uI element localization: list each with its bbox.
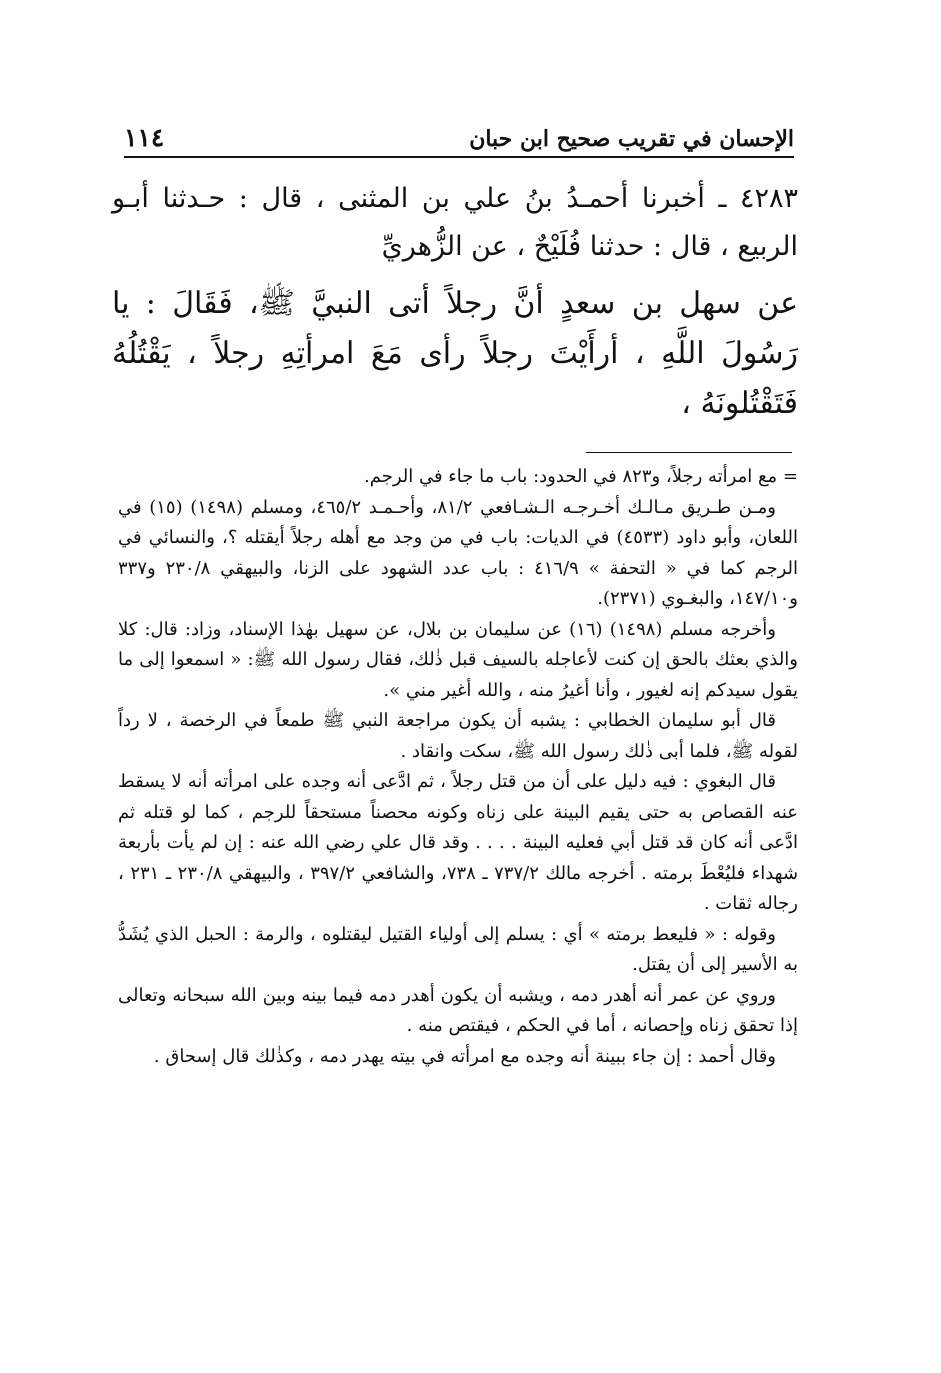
book-title: الإحسان في تقريب صحيح ابن حبان <box>469 126 794 152</box>
header-divider <box>124 156 794 158</box>
footnote-paragraph: وأخرجه مسلم (١٤٩٨) (١٦) عن سليمان بن بلال، عن سهيل بهٰذا الإسناد، وزاد: قال: كلا والذي بعثك بالحق إن كنت لأعاجله بالسيف قبل ذٰلك، فقال رسول الله ﷺ: « اسمعوا إلى ما يقول سيدكم إنه لغيور ، وأنا أغيرُ منه ، والله أغير مني ». <box>118 618 798 701</box>
footnote-paragraph: = مع امرأته رجلاً، و٨٢٣ في الحدود: باب ما جاء في الرجم. <box>364 466 798 487</box>
hadith-text <box>112 175 798 429</box>
footnotes <box>118 462 798 1072</box>
footnote-paragraph: قال البغوي : فيه دليل على أن من قتل رجلاً ، ثم ادَّعى أنه وجده على امرأته أنه لا يسقط عنه القصاص به حتى يقيم البينة على زناه وكونه محصناً مستحقاً للرجم ، كما لو قتله ثم ادَّعى أنه كان قد قتل أبي فعليه البينة . . . . وقد قال علي رضي الله عنه : إن لم يأت بأربعة شهداء فليُعْطَ برمته . أخرجه مالك ٧٣٧/٢ ـ ٧٣٨، والشافعي ٣٩٧/٢ ، والبيهقي ٢٣٠/٨ ـ ٢٣١ ، رجاله ثقات . <box>118 771 799 914</box>
footnote-divider <box>586 452 792 453</box>
hadith-isnad: ٤٢٨٣ ـ أخبرنا أحمـدُ بنُ علي بن المثنى ، قال : حـدثنا أبـو الربيع ، قال : حدثنا فُلَيْحٌ ، عن الزُّهريِّ <box>112 183 798 262</box>
footnote-paragraph: ومـن طـريق مـالـك أخـرجـه الـشـافعي ٨١/٢، وأحـمـد ٤٦٥/٢، ومسلم (١٤٩٨) (١٥) في اللعان، وأبو داود (٤٥٣٣) في الديات: باب في من وجد مع أهله رجلاً أيقتله ؟، والنسائي في الرجم كما في « التحفة » ٤١٦/٩ : باب عدد الشهود على الزنا، والبيهقي ٢٣٠/٨ و٣٣٧ و١٤٧/١٠، والبغـوي (٢٣٧١). <box>118 496 798 609</box>
footnote-paragraph: وقال أحمد : إن جاء ببينة أنه وجده مع امرأته في بيته يهدر دمه ، وكذٰلك قال إسحاق . <box>153 1045 776 1067</box>
footnote-paragraph: وقوله : « فليعط برمته » أي : يسلم إلى أولياء القتيل ليقتلوه ، والرمة : الحبل الذي يُشَدُّ به الأسير إلى أن يقتل. <box>118 923 798 975</box>
footnote-paragraph: قال أبو سليمان الخطابي : يشبه أن يكون مراجعة النبي ﷺ طمعاً في الرخصة ، لا رداً لقوله ﷺ، فلما أبى ذٰلك رسول الله ﷺ، سكت وانقاد . <box>118 710 798 762</box>
hadith-matn: عن سهل بن سعدٍ أنَّ رجلاً أتى النبيَّ ﷺ، فَقَالَ : يا رَسُولَ اللَّهِ ، أرأَيْتَ رجلاً رأى مَعَ امرأتِهِ رجلاً ، يَقْتُلُهُ فَتَقْتُلونَهُ ، <box>112 286 798 421</box>
page-number: ١١٤ <box>124 123 165 152</box>
footnote-paragraph: وروي عن عمر أنه أهدر دمه ، ويشبه أن يكون أهدر دمه فيما بينه وبين الله سبحانه وتعالى إذا تحقق زناه وإحصانه ، أما في الحكم ، فيقتص منه . <box>118 984 798 1036</box>
running-header <box>124 100 794 152</box>
